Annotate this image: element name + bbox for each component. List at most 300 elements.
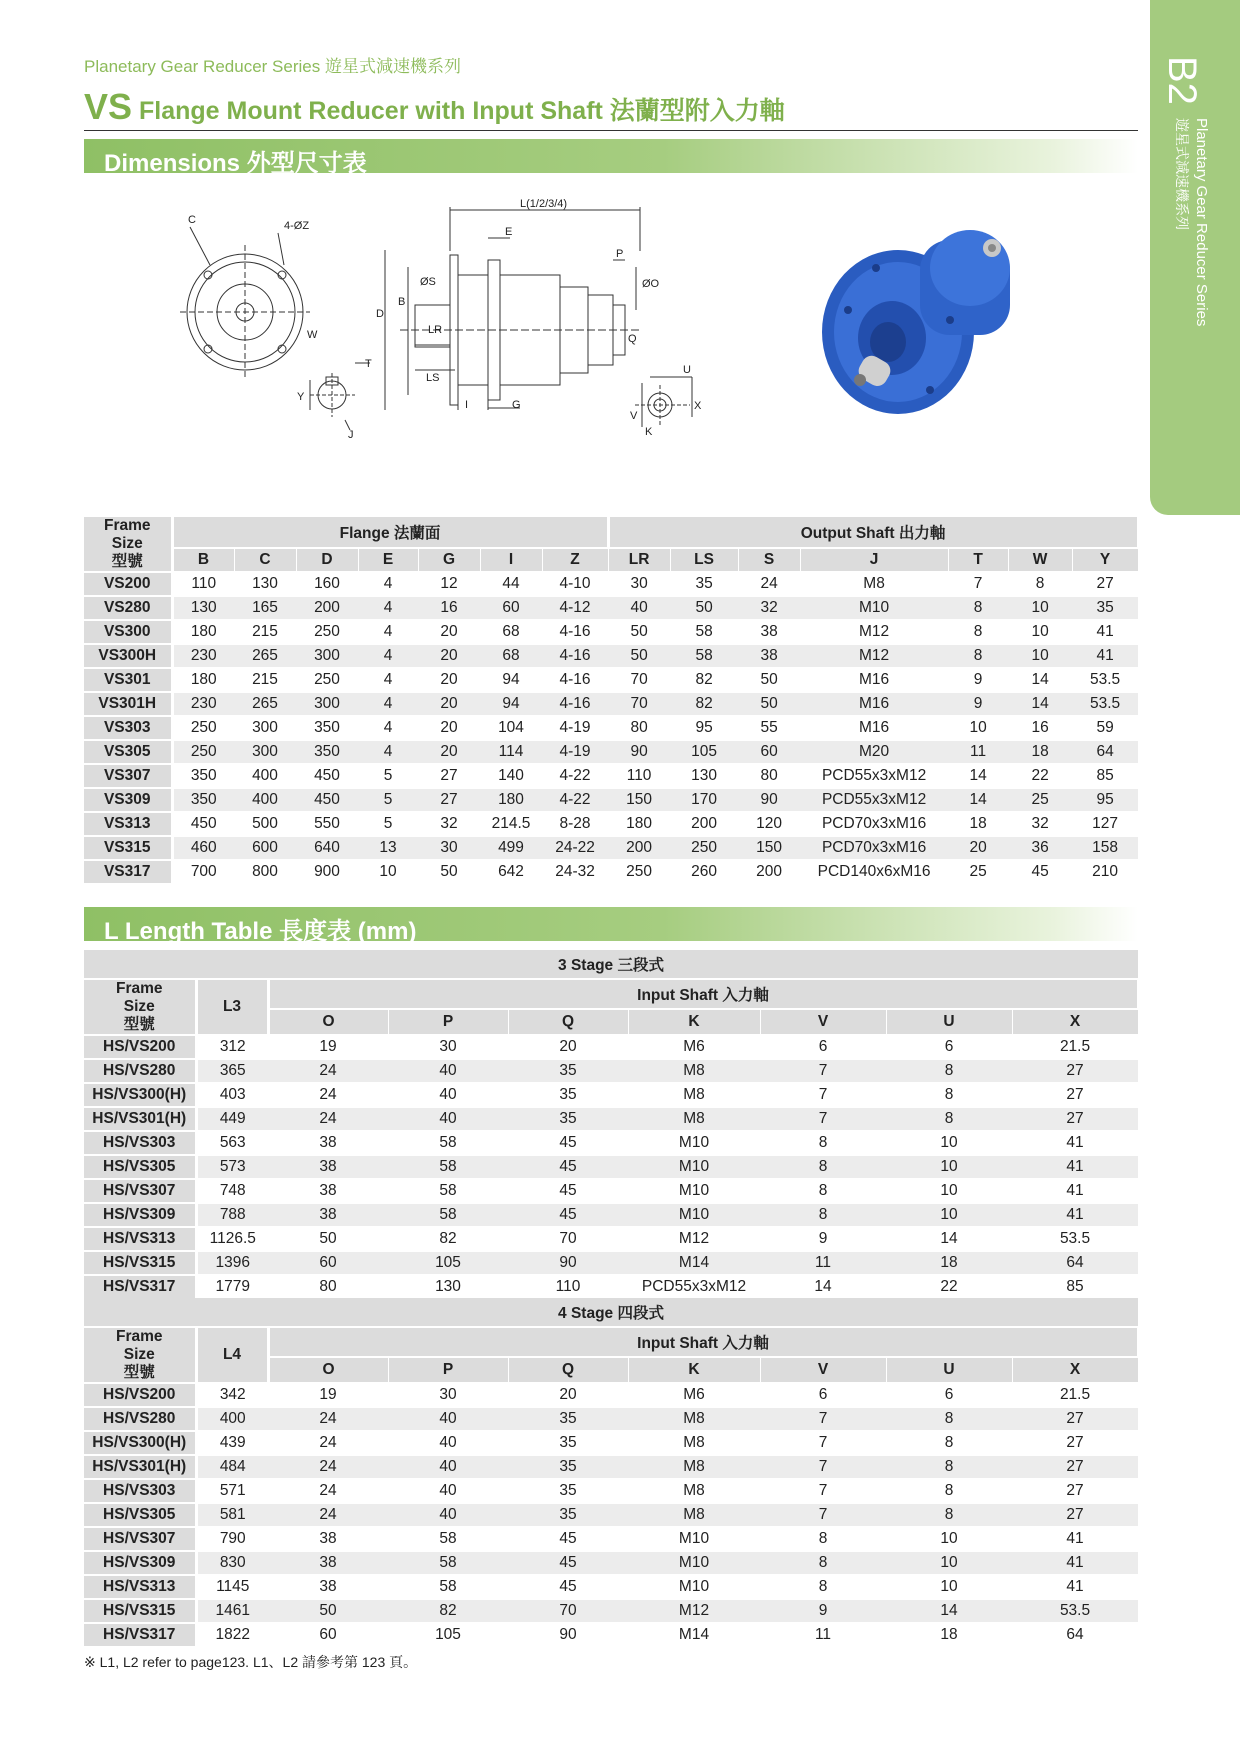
stage4-col-header: U — [886, 1357, 1012, 1383]
dimensions-cell: 36 — [1008, 836, 1072, 860]
dimensions-cell: 250 — [172, 740, 234, 764]
dimensions-col-header: D — [296, 548, 358, 572]
stage3-cell: 7 — [760, 1059, 886, 1083]
stage3-row — [84, 1035, 1138, 1059]
dimensions-cell: 4 — [358, 620, 418, 644]
stage4-cell: 38 — [268, 1575, 388, 1599]
stage3-frame-size: HS/VS313 — [84, 1227, 196, 1251]
dimensions-cell: 16 — [418, 596, 480, 620]
stage3-cell: 312 — [196, 1035, 268, 1059]
dimensions-cell: 4 — [358, 668, 418, 692]
dimensions-cell: 60 — [738, 740, 800, 764]
dimensions-row — [84, 788, 1138, 812]
dimensions-row — [84, 644, 1138, 668]
stage4-cell: 24 — [268, 1407, 388, 1431]
stage4-cell: 40 — [388, 1455, 508, 1479]
dimensions-row — [84, 596, 1138, 620]
dimensions-cell: M12 — [800, 620, 948, 644]
dimensions-frame-size: VS307 — [84, 764, 172, 788]
dimensions-cell: 41 — [1072, 620, 1138, 644]
dimensions-cell: 250 — [670, 836, 738, 860]
stage3-col-header: U — [886, 1009, 1012, 1035]
dimensions-cell: 14 — [1008, 692, 1072, 716]
dimensions-row — [84, 764, 1138, 788]
stage4-cell: 27 — [1012, 1503, 1138, 1527]
dimensions-cell: 250 — [296, 620, 358, 644]
dimensions-cell: 35 — [1072, 596, 1138, 620]
dimensions-cell: 700 — [172, 860, 234, 884]
stage3-cell: M14 — [628, 1251, 760, 1275]
stage3-cell: 38 — [268, 1155, 388, 1179]
stage3-cell: 7 — [760, 1083, 886, 1107]
section-dimensions — [84, 139, 1138, 177]
dimensions-cell: 95 — [670, 716, 738, 740]
stage3-cell: 14 — [760, 1275, 886, 1299]
stage3-cell: 58 — [388, 1179, 508, 1203]
stage3-cell: 18 — [886, 1251, 1012, 1275]
stage4-cell: 7 — [760, 1431, 886, 1455]
stage4-cell: 40 — [388, 1479, 508, 1503]
dimensions-cell: 800 — [234, 860, 296, 884]
stage4-row — [84, 1383, 1138, 1407]
stage3-cell: 45 — [508, 1131, 628, 1155]
stage3-cell: 41 — [1012, 1179, 1138, 1203]
dimensions-frame-size: VS300 — [84, 620, 172, 644]
dimensions-cell: 499 — [480, 836, 542, 860]
dimensions-cell: 82 — [670, 692, 738, 716]
dimensions-cell: 600 — [234, 836, 296, 860]
dimensions-cell: 642 — [480, 860, 542, 884]
dimensions-col-header: LS — [670, 548, 738, 572]
drawing-label-l: L(1/2/3/4) — [520, 198, 568, 210]
stage4-cell: 1822 — [196, 1623, 268, 1647]
dimensions-cell: 4 — [358, 644, 418, 668]
stage4-cell: 9 — [760, 1599, 886, 1623]
dimensions-cell: 4-19 — [542, 716, 608, 740]
stage3-row — [84, 1155, 1138, 1179]
dimensions-frame-size: VS301 — [84, 668, 172, 692]
dimensions-cell: 180 — [172, 668, 234, 692]
stage3-cell: M6 — [628, 1035, 760, 1059]
stage3-cell: 38 — [268, 1179, 388, 1203]
drawing-label-ls: LS — [426, 372, 440, 384]
dimensions-cell: 210 — [1072, 860, 1138, 884]
dimensions-cell: 4-16 — [542, 668, 608, 692]
stage4-cell: 19 — [268, 1383, 388, 1407]
stage3-row — [84, 1059, 1138, 1083]
dimensions-col-header: C — [234, 548, 296, 572]
stage3-cell: 45 — [508, 1179, 628, 1203]
stage3-l3-header: L3 — [196, 979, 268, 1035]
stage3-frame-size: HS/VS305 — [84, 1155, 196, 1179]
dimensions-cell: 30 — [608, 572, 670, 596]
stage3-cell: 11 — [760, 1251, 886, 1275]
drawing-label-g: G — [512, 399, 521, 411]
drawing-label-k: K — [645, 426, 653, 438]
stage4-cell: 40 — [388, 1431, 508, 1455]
stage4-cell: 58 — [388, 1551, 508, 1575]
dimensions-cell: 150 — [738, 836, 800, 860]
stage3-cell: 27 — [1012, 1107, 1138, 1131]
drawing-label-y: Y — [297, 391, 305, 403]
dimensions-col-header: I — [480, 548, 542, 572]
stage4-cell: 64 — [1012, 1623, 1138, 1647]
dimensions-cell: 25 — [948, 860, 1008, 884]
dimensions-cell: 8-28 — [542, 812, 608, 836]
stage3-cell: 748 — [196, 1179, 268, 1203]
stage3-cell: 64 — [1012, 1251, 1138, 1275]
stage4-cell: 8 — [886, 1503, 1012, 1527]
dimensions-cell: 14 — [948, 764, 1008, 788]
stage4-cell: 40 — [388, 1407, 508, 1431]
drawing-label-lr: LR — [428, 324, 443, 336]
stage4-cell: M8 — [628, 1455, 760, 1479]
stage4-cell: 41 — [1012, 1551, 1138, 1575]
stage4-row — [84, 1455, 1138, 1479]
stage3-cell: 403 — [196, 1083, 268, 1107]
stage4-cell: 35 — [508, 1407, 628, 1431]
product-photo — [820, 220, 1030, 420]
output-shaft-group-header: Output Shaft 出力軸 — [608, 517, 1138, 548]
stage4-cell: 24 — [268, 1503, 388, 1527]
stage3-cell: 45 — [508, 1155, 628, 1179]
dimensions-cell: 58 — [670, 644, 738, 668]
stage4-frame-size: HS/VS303 — [84, 1479, 196, 1503]
stage4-cell: 7 — [760, 1503, 886, 1527]
stage3-cell: 130 — [388, 1275, 508, 1299]
dimensions-cell: 10 — [1008, 596, 1072, 620]
drawing-label-o: ØO — [642, 278, 660, 290]
stage4-label: 4 Stage 四段式 — [84, 1298, 1138, 1327]
stage3-cell: 8 — [886, 1107, 1012, 1131]
dimensions-col-header: B — [172, 548, 234, 572]
stage3-cell: 80 — [268, 1275, 388, 1299]
stage3-cell: 8 — [886, 1083, 1012, 1107]
stage3-cell: 58 — [388, 1155, 508, 1179]
stage4-cell: 8 — [760, 1527, 886, 1551]
drawing-label-s: ØS — [420, 276, 436, 288]
stage4-row — [84, 1407, 1138, 1431]
dimensions-cell: 20 — [418, 716, 480, 740]
dimensions-cell: 9 — [948, 692, 1008, 716]
stage4-cell: M10 — [628, 1575, 760, 1599]
dimensions-cell: 94 — [480, 692, 542, 716]
dimensions-cell: 4-16 — [542, 644, 608, 668]
stage4-cell: 40 — [388, 1503, 508, 1527]
dimensions-cell: 180 — [172, 620, 234, 644]
dimensions-cell: 158 — [1072, 836, 1138, 860]
dimensions-cell: M16 — [800, 668, 948, 692]
stage3-cell: 8 — [760, 1179, 886, 1203]
dimensions-col-header: Z — [542, 548, 608, 572]
stage3-cell: 8 — [886, 1059, 1012, 1083]
stage4-cell: 8 — [886, 1455, 1012, 1479]
stage4-cell: 45 — [508, 1575, 628, 1599]
stage4-frame-size: HS/VS315 — [84, 1599, 196, 1623]
dimensions-cell: 350 — [296, 740, 358, 764]
dimension-drawing — [180, 198, 800, 475]
stage3-col-header: K — [628, 1009, 760, 1035]
dimensions-cell: 4-19 — [542, 740, 608, 764]
stage3-cell: 1126.5 — [196, 1227, 268, 1251]
dimensions-cell: 130 — [670, 764, 738, 788]
dimensions-row — [84, 572, 1138, 596]
dimensions-table — [84, 517, 1140, 885]
dimensions-cell: 24 — [738, 572, 800, 596]
dimensions-cell: 95 — [1072, 788, 1138, 812]
stage4-cell: 342 — [196, 1383, 268, 1407]
dimensions-cell: 55 — [738, 716, 800, 740]
stage3-frame-size: HS/VS280 — [84, 1059, 196, 1083]
dimensions-cell: 60 — [480, 596, 542, 620]
dimensions-cell: 300 — [296, 692, 358, 716]
stage3-frame-size: HS/VS301(H) — [84, 1107, 196, 1131]
stage4-cell: M12 — [628, 1599, 760, 1623]
stage4-cell: M6 — [628, 1383, 760, 1407]
stage4-input-shaft-header: Input Shaft 入力軸 — [268, 1327, 1138, 1357]
dimensions-cell: 32 — [1008, 812, 1072, 836]
stage4-cell: 38 — [268, 1527, 388, 1551]
stage3-cell: 53.5 — [1012, 1227, 1138, 1251]
dimensions-cell: 5 — [358, 764, 418, 788]
stage4-col-header: P — [388, 1357, 508, 1383]
stage3-cell: 6 — [760, 1035, 886, 1059]
stage4-cell: 35 — [508, 1503, 628, 1527]
stage3-row — [84, 1107, 1138, 1131]
dimensions-cell: 53.5 — [1072, 668, 1138, 692]
drawing-label-t: T — [365, 358, 372, 370]
dimensions-cell: 350 — [172, 788, 234, 812]
stage3-input-shaft-header: Input Shaft 入力軸 — [268, 979, 1138, 1009]
stage3-cell: 563 — [196, 1131, 268, 1155]
stage4-cell: 53.5 — [1012, 1599, 1138, 1623]
stage4-cell: 10 — [886, 1551, 1012, 1575]
dimensions-cell: 80 — [738, 764, 800, 788]
stage3-cell: 573 — [196, 1155, 268, 1179]
stage4-cell: M10 — [628, 1551, 760, 1575]
dimensions-cell: 68 — [480, 644, 542, 668]
dimensions-cell: 180 — [608, 812, 670, 836]
dimensions-cell: 450 — [296, 764, 358, 788]
stage4-row — [84, 1623, 1138, 1647]
dimensions-cell: 150 — [608, 788, 670, 812]
dimensions-col-header: S — [738, 548, 800, 572]
stage4-cell: 6 — [886, 1383, 1012, 1407]
stage4-cell: 24 — [268, 1455, 388, 1479]
dimensions-cell: 250 — [296, 668, 358, 692]
dimensions-cell: 400 — [234, 764, 296, 788]
dimensions-cell: 50 — [608, 620, 670, 644]
dimensions-cell: 215 — [234, 668, 296, 692]
stage4-row — [84, 1551, 1138, 1575]
page-title — [84, 86, 785, 128]
stage4-cell: 70 — [508, 1599, 628, 1623]
stage3-cell: M10 — [628, 1155, 760, 1179]
stage4-cell: M8 — [628, 1479, 760, 1503]
dimensions-col-header: W — [1008, 548, 1072, 572]
stage4-frame-size: HS/VS309 — [84, 1551, 196, 1575]
dimensions-cell: 80 — [608, 716, 670, 740]
dimensions-cell: 350 — [296, 716, 358, 740]
dimensions-row — [84, 692, 1138, 716]
dimensions-cell: 130 — [234, 572, 296, 596]
stage3-cell: 14 — [886, 1227, 1012, 1251]
dimensions-cell: 35 — [670, 572, 738, 596]
dimensions-cell: 4 — [358, 596, 418, 620]
stage4-col-header: K — [628, 1357, 760, 1383]
stage4-frame-size: HS/VS313 — [84, 1575, 196, 1599]
dimensions-cell: 18 — [1008, 740, 1072, 764]
stage4-cell: 18 — [886, 1623, 1012, 1647]
stage4-cell: 10 — [886, 1575, 1012, 1599]
stage3-cell: 8 — [760, 1203, 886, 1227]
dimensions-cell: 50 — [738, 668, 800, 692]
stage4-cell: 90 — [508, 1623, 628, 1647]
stage3-cell: M8 — [628, 1107, 760, 1131]
dimensions-cell: 450 — [172, 812, 234, 836]
dimensions-frame-size: VS301H — [84, 692, 172, 716]
dimensions-row — [84, 668, 1138, 692]
stage4-cell: 27 — [1012, 1479, 1138, 1503]
dimensions-cell: 114 — [480, 740, 542, 764]
dimensions-cell: 500 — [234, 812, 296, 836]
dimensions-cell: 7 — [948, 572, 1008, 596]
stage4-cell: 400 — [196, 1407, 268, 1431]
dimensions-cell: 165 — [234, 596, 296, 620]
dimensions-cell: 250 — [608, 860, 670, 884]
dimensions-cell: 350 — [172, 764, 234, 788]
stage4-cell: M8 — [628, 1407, 760, 1431]
dimensions-cell: 8 — [1008, 572, 1072, 596]
dimensions-cell: 85 — [1072, 764, 1138, 788]
dimensions-frame-size: VS313 — [84, 812, 172, 836]
stage4-cell: 8 — [886, 1407, 1012, 1431]
dimensions-cell: 27 — [1072, 572, 1138, 596]
stage3-cell: 90 — [508, 1251, 628, 1275]
stage4-cell: 27 — [1012, 1431, 1138, 1455]
stage4-cell: M14 — [628, 1623, 760, 1647]
stage4-row — [84, 1503, 1138, 1527]
dimensions-cell: 104 — [480, 716, 542, 740]
stage4-cell: 60 — [268, 1623, 388, 1647]
stage3-label: 3 Stage 三段式 — [84, 950, 1138, 979]
stage3-cell: 41 — [1012, 1131, 1138, 1155]
stage4-cell: M8 — [628, 1503, 760, 1527]
stage3-row — [84, 1227, 1138, 1251]
dimensions-frame-size: VS317 — [84, 860, 172, 884]
dimensions-cell: PCD70x3xM16 — [800, 836, 948, 860]
stage3-cell: 110 — [508, 1275, 628, 1299]
dimensions-cell: 260 — [670, 860, 738, 884]
dimensions-row — [84, 620, 1138, 644]
dimensions-cell: 59 — [1072, 716, 1138, 740]
stage3-cell: 365 — [196, 1059, 268, 1083]
dimensions-cell: 200 — [608, 836, 670, 860]
stage3-col-header: O — [268, 1009, 388, 1035]
dimensions-cell: PCD70x3xM16 — [800, 812, 948, 836]
dimensions-cell: 250 — [172, 716, 234, 740]
stage3-frame-size: HS/VS200 — [84, 1035, 196, 1059]
dimensions-cell: 10 — [1008, 644, 1072, 668]
dimensions-cell: 4-16 — [542, 692, 608, 716]
dimensions-cell: 10 — [358, 860, 418, 884]
dimensions-frame-size: VS200 — [84, 572, 172, 596]
stage3-cell: 10 — [886, 1203, 1012, 1227]
stage3-cell: M10 — [628, 1179, 760, 1203]
stage4-col-header: Q — [508, 1357, 628, 1383]
dimensions-cell: 230 — [172, 644, 234, 668]
drawing-label-v: V — [630, 410, 638, 422]
stage4-cell: 8 — [886, 1431, 1012, 1455]
stage4-cell: 7 — [760, 1455, 886, 1479]
side-tab-text-en: Planetary Gear Reducer Series — [1193, 118, 1210, 327]
stage4-cell: 21.5 — [1012, 1383, 1138, 1407]
stage3-cell: 40 — [388, 1059, 508, 1083]
stage3-cell: 45 — [508, 1203, 628, 1227]
dimensions-cell: 90 — [738, 788, 800, 812]
side-tab-code: B2 — [1160, 56, 1204, 105]
dimensions-cell: 50 — [418, 860, 480, 884]
stage3-frame-size: HS/VS317 — [84, 1275, 196, 1299]
side-tab-text-zh: 遊星式減速機系列 — [1174, 118, 1190, 230]
dimensions-frame-size: VS280 — [84, 596, 172, 620]
stage4-frame-size: HS/VS301(H) — [84, 1455, 196, 1479]
stage3-cell: 7 — [760, 1107, 886, 1131]
stage4-cell: 11 — [760, 1623, 886, 1647]
stage4-cell: 7 — [760, 1479, 886, 1503]
drawing-label-p: P — [616, 248, 624, 260]
stage3-cell: 24 — [268, 1083, 388, 1107]
dimensions-cell: 68 — [480, 620, 542, 644]
dimensions-col-header: J — [800, 548, 948, 572]
stage4-cell: 439 — [196, 1431, 268, 1455]
drawing-label-b: B — [398, 296, 406, 308]
stage3-cell: M8 — [628, 1083, 760, 1107]
dimensions-cell: 20 — [418, 644, 480, 668]
stage3-cell: 8 — [760, 1155, 886, 1179]
dimensions-cell: 50 — [608, 644, 670, 668]
dimensions-frame-size: VS309 — [84, 788, 172, 812]
dimensions-cell: M8 — [800, 572, 948, 596]
dimensions-cell: 11 — [948, 740, 1008, 764]
stage4-row — [84, 1431, 1138, 1455]
dimensions-cell: 170 — [670, 788, 738, 812]
dimensions-cell: 110 — [172, 572, 234, 596]
stage3-cell: 22 — [886, 1275, 1012, 1299]
dimensions-cell: 16 — [1008, 716, 1072, 740]
stage3-row — [84, 1251, 1138, 1275]
dimensions-cell: 94 — [480, 668, 542, 692]
stage4-cell: 8 — [760, 1575, 886, 1599]
drawing-label-c: C — [188, 214, 196, 226]
dimensions-cell: 12 — [418, 572, 480, 596]
stage4-cell: 8 — [886, 1479, 1012, 1503]
stage4-cell: 10 — [886, 1527, 1012, 1551]
dimensions-cell: 110 — [608, 764, 670, 788]
dimensions-col-header: G — [418, 548, 480, 572]
stage4-cell: 58 — [388, 1527, 508, 1551]
dimensions-cell: 640 — [296, 836, 358, 860]
stage3-frame-size: HS/VS303 — [84, 1131, 196, 1155]
dimensions-cell: 9 — [948, 668, 1008, 692]
stage4-cell: 105 — [388, 1623, 508, 1647]
stage4-cell: 27 — [1012, 1455, 1138, 1479]
dimensions-cell: 22 — [1008, 764, 1072, 788]
stage3-cell: 35 — [508, 1107, 628, 1131]
dimensions-cell: 53.5 — [1072, 692, 1138, 716]
stage3-cell: 27 — [1012, 1083, 1138, 1107]
stage4-cell: 571 — [196, 1479, 268, 1503]
